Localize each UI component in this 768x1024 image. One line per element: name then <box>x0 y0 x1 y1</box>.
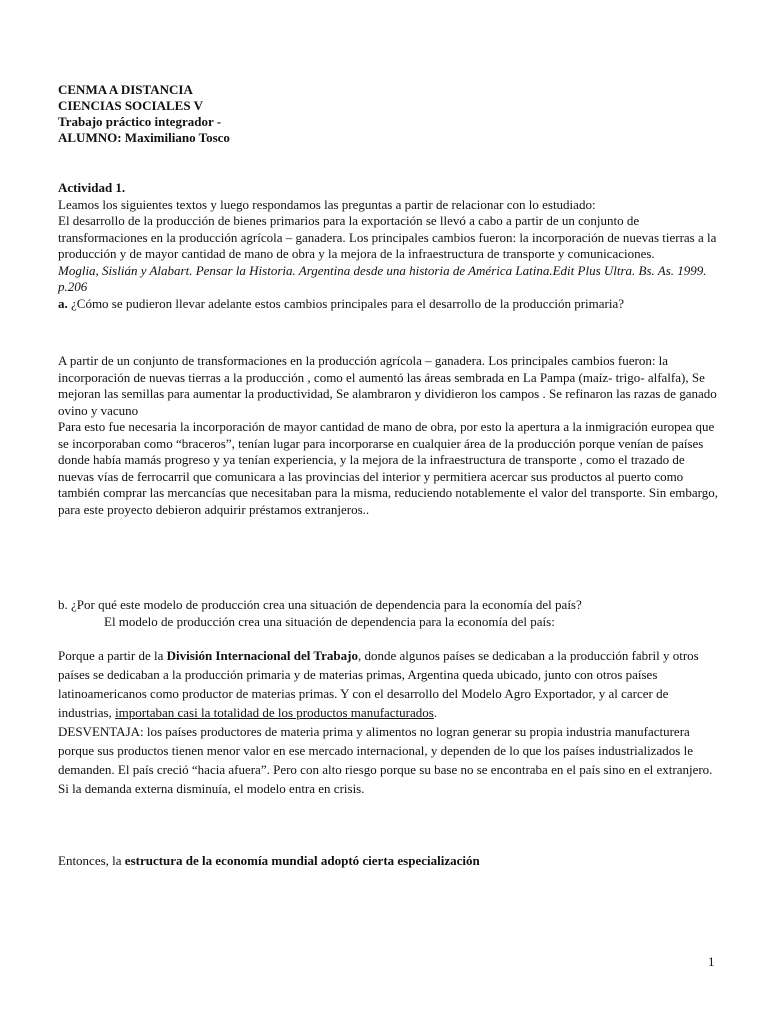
document-header <box>58 82 720 146</box>
final-statement <box>58 853 720 870</box>
header-institution: CENMA A DISTANCIA <box>58 82 193 97</box>
answer-b-paragraph-1 <box>58 646 720 722</box>
header-student: ALUMNO: Maximiliano Tosco <box>58 130 230 145</box>
division-internacional-term: División Internacional del Trabajo <box>166 648 358 663</box>
answer-b-paragraph-2: DESVENTAJA: los países productores de materia prima y alimentos no logran generar su propia industria manufacturera porque sus productos tienen menor valor en ese mercado internacional, y dependen de lo que los países industrializados le demanden. El país creció “hacia afuera”. Pero con alto riesgo porque su base no se encontraba en el país sino en el extranjero. Si la demanda externa disminuía, el modelo entra en crisis. <box>58 724 713 796</box>
question-b: b. ¿Por qué este modelo de producción crea una situación de dependencia para la economía del país? <box>58 597 582 612</box>
page-number: 1 <box>708 954 715 969</box>
activity-title: Actividad 1. <box>58 180 126 195</box>
activity-section <box>58 180 720 312</box>
answer-a <box>58 353 720 518</box>
question-b-restatement: El modelo de producción crea una situación de dependencia para la economía del país: <box>104 613 555 629</box>
answer-b-p1-middle: , donde algunos países se dedicaban a la producción fabril y otros países se dedicaban a la producción primaria y de materias primas, Argentina queda ubicado, junto con otros países latinoamericanos como productor de materias primas. Y con el desarrollo del Modelo Agro Exportador, y al carcer de industrias, <box>58 648 699 720</box>
question-b-section <box>58 597 720 630</box>
activity-citation: Moglia, Sislián y Alabart. Pensar la Historia. Argentina desde una historia de América Latina.Edit Plus Ultra. Bs. As. 1999. p.206 <box>58 262 707 294</box>
answer-a-paragraph-2: Para esto fue necesaria la incorporación de mayor cantidad de mano de obra, por esto la apertura a la inmigración europea que se incorporaban como “braceros”, tenían lugar para incorporarse en cualquier área de la producción porque venían de países donde había mamás progreso y ya tenían experiencia, y la mejora de la infraestructura de transporte , como el trazado de nuevas vías de ferrocarril que comunicara a las provincias del interior y permitiera acercar sus productos al puerto como también comprar las mercancías que necesitaban para la misma, reduciendo notablemente el valor del transporte. Sin embargo, para este proyecto debieron adquirir préstamos extranjeros.. <box>58 419 718 517</box>
header-subject: CIENCIAS SOCIALES V <box>58 98 203 113</box>
answer-b <box>58 646 720 798</box>
final-sentence-bold: estructura de la economía mundial adoptó cierta especialización <box>124 853 480 868</box>
question-a-label: a. <box>58 295 68 311</box>
final-sentence <box>58 853 720 870</box>
question-a <box>58 296 720 313</box>
question-a-text: ¿Cómo se pudieron llevar adelante estos cambios principales para el desarrollo de la producción primaria? <box>67 295 625 311</box>
activity-intro: Leamos los siguientes textos y luego respondamos las preguntas a partir de relacionar con lo estudiado: <box>58 196 596 212</box>
answer-b-p1-start: Porque a partir de la <box>58 648 167 663</box>
answer-b-p1-end: . <box>433 705 438 720</box>
activity-text: El desarrollo de la producción de bienes primarios para la exportación se llevó a cabo a partir de un conjunto de transformaciones en la producción agrícola – ganadera. Los principales cambios fueron: la incorporación de nuevas tierras a la producción y de mayor cantidad de mano de obra y la mejora de la infraestructura de transporte y comunicaciones. <box>58 213 717 261</box>
answer-a-paragraph-1: A partir de un conjunto de transformaciones en la producción agrícola – ganadera. Los principales cambios fueron: la incorporación de nuevas tierras a la producción , como el aumentó las áreas sembrada en La Pampa (maíz- trigo- alfalfa), Se mejoran las semillas para aumentar la productividad, Se alambraron y dividieron los campos . Se refinaron las razas de ganado ovino y vacuno <box>58 353 717 418</box>
header-assignment: Trabajo práctico integrador - <box>58 114 222 129</box>
underlined-phrase: importaban casi la totalidad de los productos manufacturados <box>115 705 434 720</box>
final-sentence-start: Entonces, la <box>58 853 125 868</box>
